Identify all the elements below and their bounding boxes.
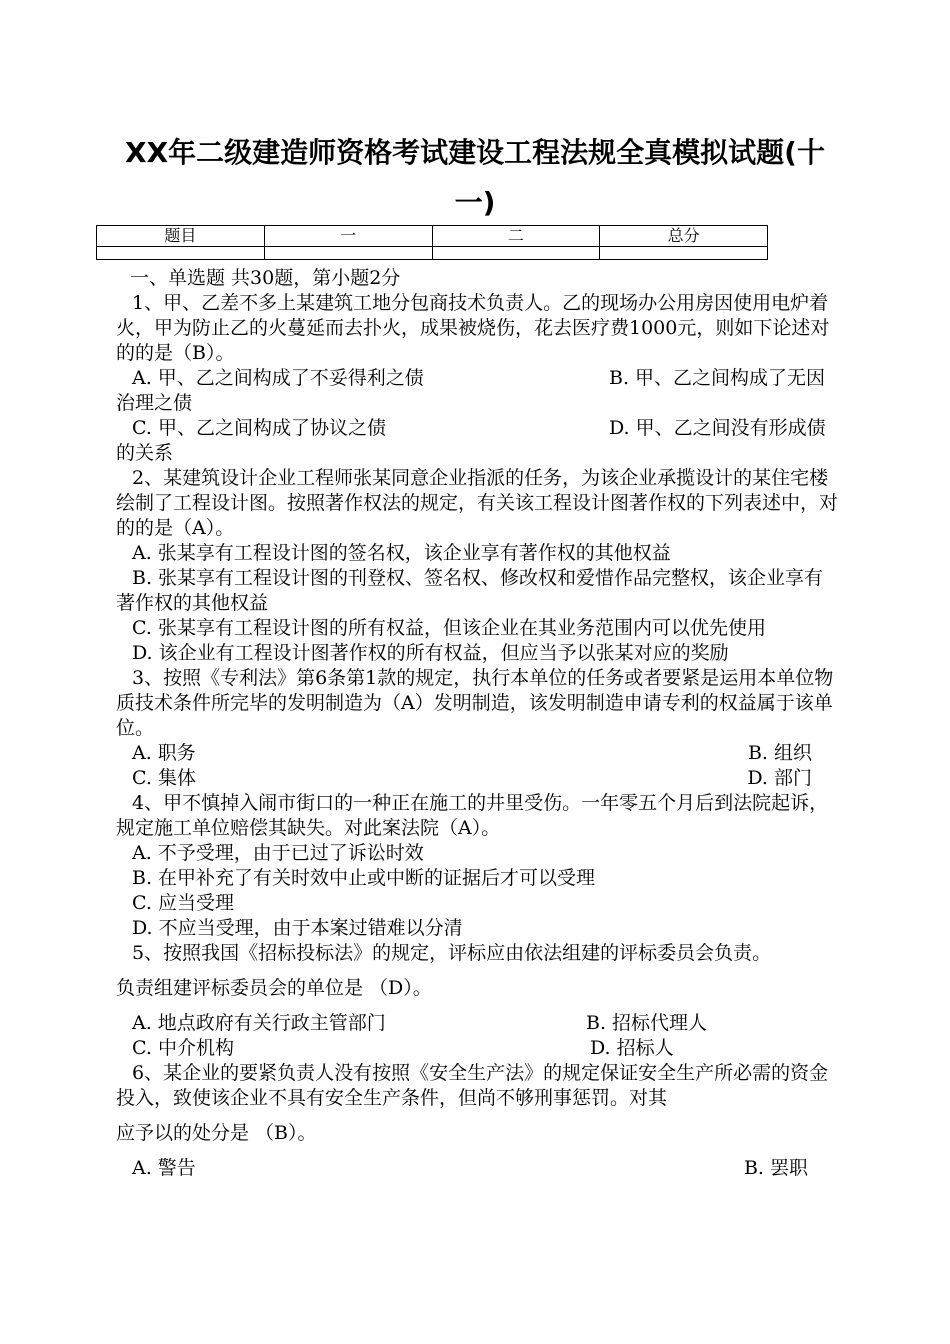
document-body [116,266,838,1181]
question-6-option-b: B. 罢职 [743,1157,808,1179]
document-title: XX年二级建造师资格考试建设工程法规全真模拟试题(十一) [125,136,825,219]
question-1-options-cd [116,416,838,466]
question-5-options-ab [116,1011,838,1036]
question-3-option-b: B. 组织 [747,742,812,764]
question-4-option-a: A. 不予受理，由于已过了诉讼时效 [132,842,424,864]
question-4-option-d: D. 不应当受理，由于本案过错难以分清 [132,917,463,939]
question-5-stem-line2: 负责组建评标委员会的单位是 （D）。 [116,977,432,999]
question-6-option-a: A. 警告 [132,1157,196,1179]
question-3-option-c: C. 集体 [132,767,196,789]
section-heading: 一、单选题 共30题，第小题2分 [130,267,401,289]
question-6-stem-line1: 6、某企业的要紧负责人没有按照《安全生产法》的规定保证安全生产所必需的资金投入，致使该企业不具有安全生产条件，但尚不够刑事惩罚。对其 [116,1062,829,1109]
question-1-options-ab [116,366,838,416]
question-3-option-d: D. 部门 [747,767,812,789]
question-2-stem: 2、某建筑设计企业工程师张某同意企业指派的任务，为该企业承揽设计的某住宅楼绘制了工程设计图。按照著作权法的规定，有关该工程设计图著作权的下列表述中，对的的是（A）。 [116,467,839,539]
score-header-cell: 二 [432,226,600,247]
question-3-options-cd [116,766,838,791]
question-2-option-a: A. 张某享有工程设计图的签名权，该企业享有著作权的其他权益 [132,542,671,564]
question-1-option-d: D. 甲、乙之间没有形成债的关系 [116,417,826,464]
score-table-row [97,247,768,260]
question-3-options-ab [116,741,838,766]
question-6-stem-line2: 应予以的处分是 （B）。 [116,1122,317,1144]
question-5-options-cd [116,1036,838,1061]
score-table [96,225,768,260]
question-5-option-b: B. 招标代理人 [586,1012,708,1034]
question-1-stem: 1、甲、乙差不多上某建筑工地分包商技术负责人。乙的现场办公用房因使用电炉着火，甲为防止乙的火蔓延而去扑火，成果被烧伤，花去医疗费1000元，则如下论述对的的是（B）。 [116,292,830,364]
question-1-option-b: B. 甲、乙之间构成了无因治理之债 [116,367,826,414]
question-3-stem: 3、按照《专利法》第6条第1款的规定，执行本单位的任务或者要紧是运用本单位物质技术条件所完毕的发明制造为（A）发明制造，该发明制造申请专利的权益属于该单位。 [116,667,834,739]
score-header-cell: 总分 [600,226,768,247]
question-1-option-c: C. 甲、乙之间构成了协议之债 [132,417,386,439]
question-1-option-a: A. 甲、乙之间构成了不妥得利之债 [132,367,424,389]
question-2-option-d: D. 该企业有工程设计图著作权的所有权益，但应当予以张某对应的奖励 [132,642,729,664]
question-4-stem: 4、甲不慎掉入闹市街口的一种正在施工的井里受伤。一年零五个月后到法院起诉，规定施工单位赔偿其缺失。对此案法院（A）。 [116,792,829,839]
question-4-option-b: B. 在甲补充了有关时效中止或中断的证据后才可以受理 [132,867,596,889]
question-5-stem-line1: 5、按照我国《招标投标法》的规定，评标应由依法组建的评标委员会负责。 [132,942,772,964]
score-header-cell: 题目 [97,226,265,247]
score-cell [600,247,768,260]
question-3-option-a: A. 职务 [132,742,196,764]
question-5-option-d: D. 招标人 [590,1037,674,1059]
question-5-option-c: C. 中介机构 [132,1037,234,1059]
score-cell [432,247,600,260]
score-cell [264,247,432,260]
question-5-option-a: A. 地点政府有关行政主管部门 [132,1012,386,1034]
question-2-option-b: B. 张某享有工程设计图的刊登权、签名权、修改权和爱惜作品完整权，该企业享有著作权的其他权益 [116,567,824,614]
score-header-cell: 一 [264,226,432,247]
question-6-options-ab [116,1156,838,1181]
question-2-option-c: C. 张某享有工程设计图的所有权益，但该企业在其业务范围内可以优先使用 [132,617,766,639]
score-table-header [97,226,768,247]
question-4-option-c: C. 应当受理 [132,892,234,914]
score-cell [97,247,265,260]
